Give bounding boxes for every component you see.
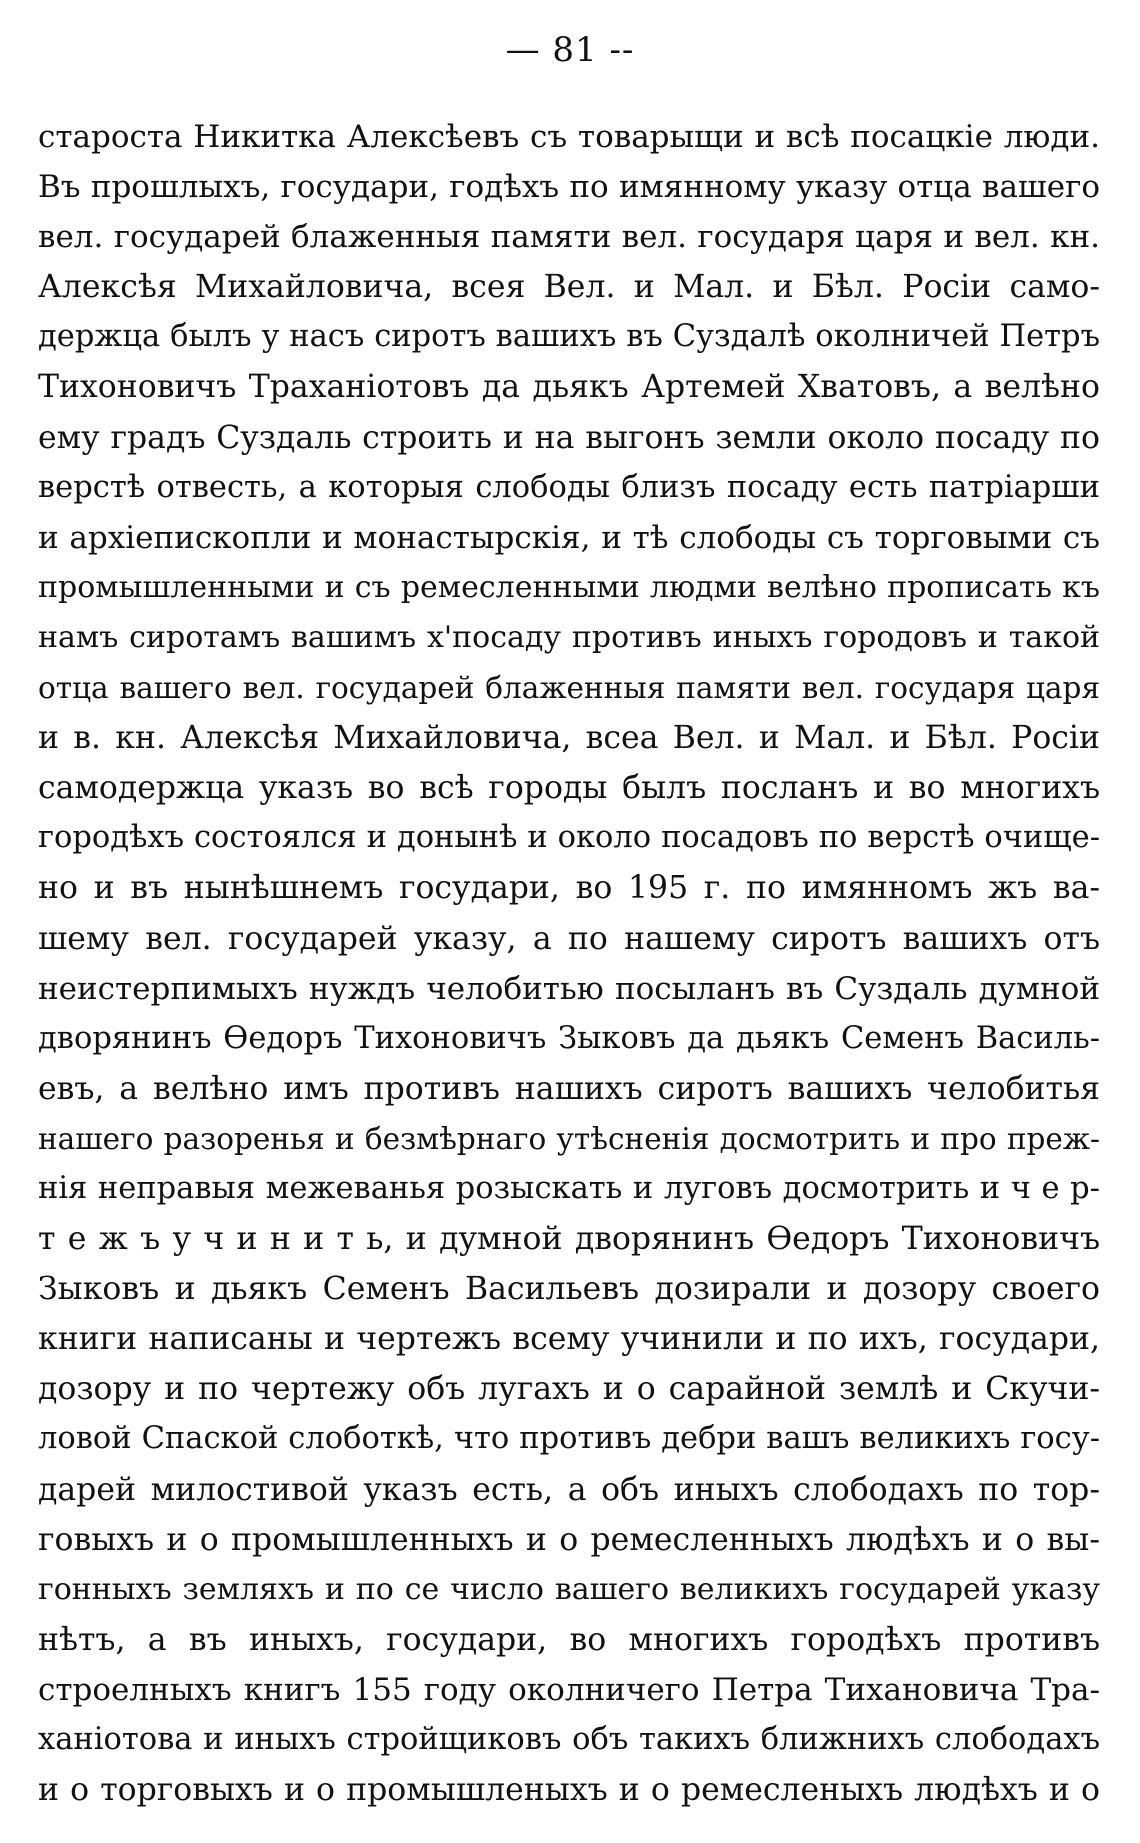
text-line: нія неправыя межеванья розыскать и луговъ досмотрить и ч е р- — [38, 1170, 1100, 1206]
text-line: нѣтъ, а въ иныхъ, государи, во многихъ городѣхъ противъ — [38, 1621, 1100, 1658]
text-line: нашего разоренья и безмѣрнаго утѣсненія досмотрить и про преж- — [38, 1121, 1100, 1156]
text-line: и в. кн. Алексѣя Михайловича, всеа Вел. и Мал. и Бѣл. Росіи — [38, 720, 1100, 757]
text-line: неистерпимыхъ нуждъ челобитью посыланъ въ Суздаль думной — [38, 970, 1100, 1007]
text-line: Тихоновичъ Траханіотовъ да дьякъ Артемей Хватовъ, а велѣно — [38, 369, 1100, 406]
text-line: дозору и по чертежу объ лугахъ и о сарайной землѣ и Скучи- — [38, 1371, 1100, 1408]
text-line: Зыковъ и дьякъ Семенъ Васильевъ дозирали и дозору своего — [38, 1271, 1100, 1308]
text-line: Въ прошлыхъ, государи, годѣхъ по имянному указу отца вашего — [38, 169, 1100, 206]
text-line: ему градъ Суздаль строить и на выгонъ земли около посаду по — [38, 419, 1100, 456]
text-line: дарей милостивой указъ есть, а объ иныхъ слободахъ по тор- — [38, 1471, 1100, 1508]
text-line: говыхъ и о промышленныхъ и о ремесленныхъ людѣхъ и о вы- — [38, 1521, 1100, 1558]
text-line: т е ж ъ у ч и н и т ь, и думной дворянинъ Ѳедоръ Тихоновичъ — [38, 1221, 1100, 1258]
text-line: книги написаны и чертежъ всему учинили и по ихъ, государи, — [38, 1321, 1100, 1358]
text-line: староста Никитка Алексѣевъ съ товарыщи и всѣ посацкіе люди. — [38, 119, 1100, 155]
text-line: городѣхъ состоялся и донынѣ и около посадовъ по верстѣ очище- — [38, 820, 1100, 856]
text-line: гонныхъ земляхъ и по се число вашего великихъ государей указу — [38, 1571, 1100, 1607]
text-line: и о торговыхъ и о промышленыхъ и о ремесленыхъ людѣхъ и о — [38, 1772, 1100, 1809]
text-line: намъ сиротамъ вашимъ х'посаду противъ иныхъ городовъ и такой — [38, 619, 1100, 655]
text-line: отца вашего вел. государей блаженныя памяти вел. государя царя — [38, 671, 1100, 706]
text-line: самодержца указъ во всѣ городы былъ посланъ и во многихъ — [38, 770, 1100, 807]
text-line: ловой Спаской слоботкѣ, что противъ дебри вашъ великихъ госу- — [38, 1421, 1100, 1457]
text-line: шему вел. государей указу, а по нашему сиротъ вашихъ отъ — [38, 920, 1100, 957]
text-line: но и въ нынѣшнемъ государи, во 195 г. по имянномъ жъ ва- — [38, 870, 1100, 907]
text-line: ханіотова и иныхъ стройщиковъ объ такихъ ближнихъ слободахъ — [38, 1722, 1100, 1757]
text-line: промышленными и съ ремесленными людми велѣно прописать къ — [38, 569, 1100, 605]
text-line: евъ, а велѣно имъ противъ нашихъ сиротъ вашихъ челобитья — [38, 1070, 1100, 1107]
text-line: дворянинъ Ѳедоръ Тихоновичъ Зыковъ да дьякъ Семенъ Василь- — [38, 1020, 1100, 1056]
text-line: держца былъ у насъ сиротъ вашихъ въ Суздалѣ околничей Петръ — [38, 319, 1100, 355]
text-body — [38, 112, 1100, 1815]
text-line: строелныхъ книгъ 155 году околничего Петра Тихановича Тра- — [38, 1671, 1100, 1708]
text-line: верстѣ отвесть, а которыя слободы близъ посаду есть патріарши — [38, 469, 1100, 505]
text-line: вел. государей блаженныя памяти вел. государя царя и вел. кн. — [38, 219, 1100, 256]
text-line: Алексѣя Михайловича, всея Вел. и Мал. и Бѣл. Росіи само- — [38, 269, 1100, 306]
page-number: — 81 -- — [505, 30, 635, 70]
text-line: и архіепископли и монастырскія, и тѣ слободы съ торговыми съ — [38, 519, 1100, 556]
